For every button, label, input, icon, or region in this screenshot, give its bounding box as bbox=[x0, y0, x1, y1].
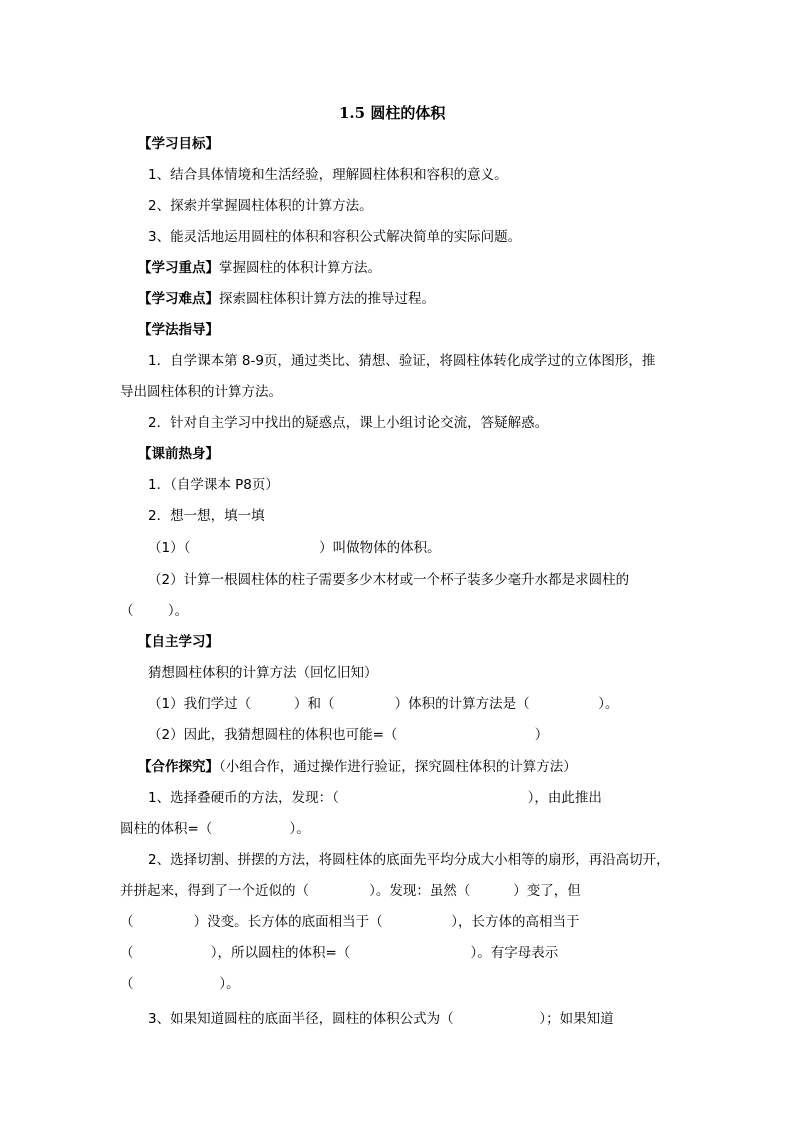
goal-item-2: 2、探索并掌握圆柱体积的计算方法。 bbox=[148, 198, 373, 214]
cooperation-item-2-line-4: （ ），所以圆柱的体积=（ ）。有字母表示 bbox=[120, 945, 559, 961]
cooperation-item-2-line-5: （ ）。 bbox=[120, 976, 240, 992]
goal-item-1: 1、结合具体情境和生活经验，理解圆柱体积和容积的意义。 bbox=[148, 167, 508, 183]
warmup-heading: 【课前热身】 bbox=[138, 446, 219, 462]
cooperation-heading: 【合作探究】 bbox=[138, 759, 219, 775]
cooperation-item-1-line-2: 圆柱的体积=（ ）。 bbox=[120, 821, 310, 837]
cooperation-item-2-line-3: （ ）没变。长方体的底面相当于（ ），长方体的高相当于 bbox=[120, 914, 580, 930]
method-item-1-line-2: 导出圆柱体积的计算方法。 bbox=[120, 384, 282, 400]
self-study-item-2: （2）因此，我猜想圆柱的体积也可能=（ ） bbox=[148, 727, 549, 743]
self-study-heading: 【自主学习】 bbox=[138, 634, 219, 650]
warmup-item-2-2-line-2: （ ）。 bbox=[120, 603, 189, 619]
cooperation-line bbox=[138, 757, 577, 777]
cooperation-item-2-line-1: 2、选择切割、拼摆的方法，将圆柱体的底面先平均分成大小相等的扇形，再沿高切开， bbox=[148, 852, 670, 868]
method-guide-heading: 【学法指导】 bbox=[138, 322, 219, 338]
warmup-item-2: 2．想一想，填一填 bbox=[148, 508, 265, 524]
self-study-item-1: （1）我们学过（ ）和（ ）体积的计算方法是（ ）。 bbox=[148, 696, 619, 712]
difficulty-line bbox=[138, 289, 435, 309]
goal-item-3: 3、能灵活地运用圆柱的体积和容积公式解决简单的实际问题。 bbox=[148, 229, 522, 245]
key-point-heading: 【学习重点】 bbox=[138, 260, 219, 276]
cooperation-intro: （小组合作，通过操作进行验证，探究圆柱体积的计算方法） bbox=[219, 759, 577, 775]
difficulty-text: 探索圆柱体积计算方法的推导过程。 bbox=[219, 291, 435, 307]
key-point-line bbox=[138, 258, 381, 278]
warmup-item-2-1: （1）（ ）叫做物体的体积。 bbox=[148, 540, 441, 556]
cooperation-item-2-line-2: 并拼起来，得到了一个近似的（ ）。发现：虽然（ ）变了，但 bbox=[120, 883, 581, 899]
warmup-item-2-2-line-1: （2）计算一根圆柱体的柱子需要多少木材或一个杯子装多少毫升水都是求圆柱的 bbox=[148, 572, 630, 588]
cooperation-item-3: 3、如果知道圆柱的底面半径，圆柱的体积公式为（ ）；如果知道 bbox=[148, 1011, 614, 1027]
self-study-intro: 猜想圆柱体积的计算方法（回忆旧知） bbox=[148, 665, 378, 681]
method-item-1-line-1: 1．自学课本第 8-9页，通过类比、猜想、验证，将圆柱体转化成学过的立体图形，推 bbox=[148, 353, 656, 369]
learning-goals-heading: 【学习目标】 bbox=[138, 136, 219, 152]
method-item-2: 2．针对自主学习中找出的疑惑点，课上小组讨论交流，答疑解惑。 bbox=[148, 415, 549, 431]
difficulty-heading: 【学习难点】 bbox=[138, 291, 219, 307]
warmup-item-1: 1．（自学课本 P8页） bbox=[148, 477, 279, 493]
cooperation-item-1-line-1: 1、选择叠硬币的方法，发现：（ ），由此推出 bbox=[148, 790, 602, 806]
key-point-text: 掌握圆柱的体积计算方法。 bbox=[219, 260, 381, 276]
page-title: 1.5 圆柱的体积 bbox=[339, 104, 446, 122]
